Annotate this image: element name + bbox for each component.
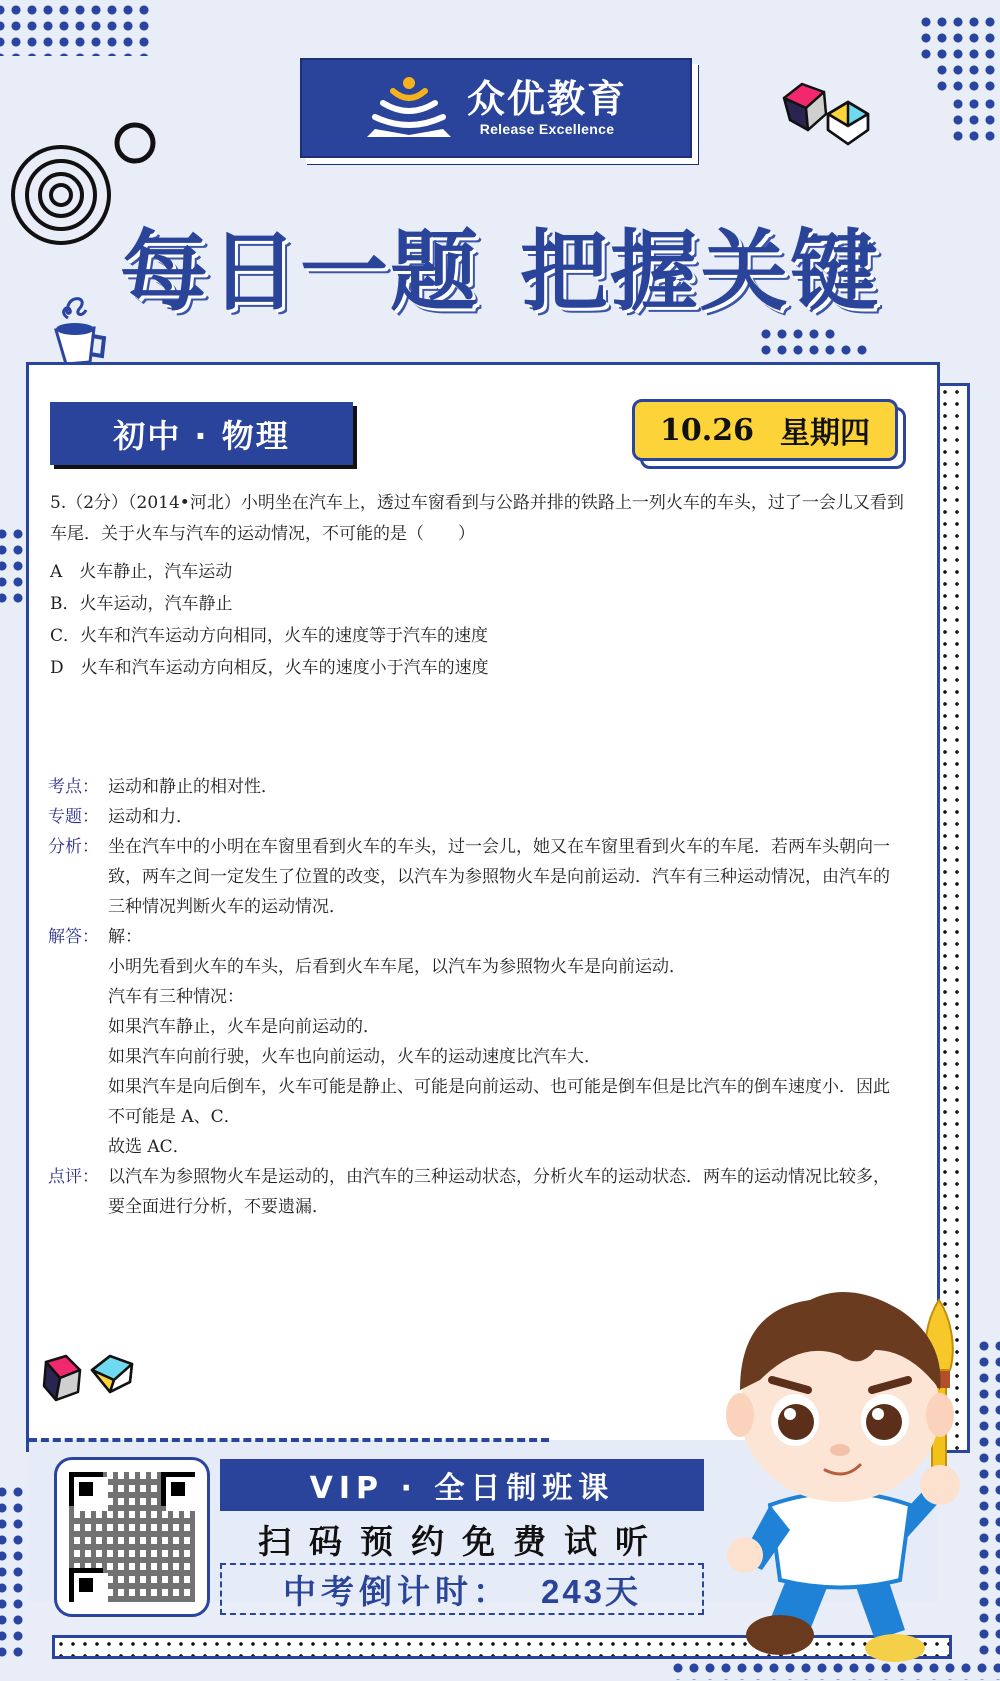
question-text-line: 5.（2分）（2014•河北）小明坐在汽车上，透过车窗看到与公路并排的铁路上一列火车的车头，过了一会儿又看到 xyxy=(50,493,904,513)
brand-name-en: Release Excellence xyxy=(479,120,615,137)
exam-countdown xyxy=(220,1563,704,1615)
concentric-circles-icon xyxy=(6,140,116,250)
headline-part1: 每日一题 xyxy=(120,220,481,323)
jieda-text: 小明先看到火车的车头，后看到火车车尾，以汽车为参照物火车是向前运动． xyxy=(108,957,686,977)
question-block xyxy=(50,488,910,684)
fenxi-text: 三种情况判断火车的运动情况． xyxy=(108,897,346,917)
brand-name-cn: 众优教育 xyxy=(466,77,627,122)
kaodian-label: 考点： xyxy=(48,777,99,797)
kaodian-row xyxy=(48,772,908,802)
qr-code-icon xyxy=(69,1472,195,1602)
date-tag xyxy=(632,399,898,461)
dot-grid-top-right xyxy=(918,14,998,62)
brand-logo-banner xyxy=(300,58,692,158)
dianping-row xyxy=(48,1162,908,1222)
jieda-text: 如果汽车向前行驶，火车也向前运动，火车的运动速度比汽车大． xyxy=(108,1047,601,1067)
jieda-text: 解： xyxy=(108,927,142,947)
option-c: C．火车和汽车运动方向相同，火车的速度等于汽车的速度 xyxy=(50,626,489,646)
qr-code[interactable] xyxy=(54,1457,210,1617)
dot-grid-left-bottom xyxy=(0,1484,26,1660)
countdown-label: 中考倒计时： xyxy=(282,1571,511,1611)
dot-grid-top-right-2 xyxy=(934,62,998,96)
fenxi-label: 分析： xyxy=(48,837,99,857)
page-headline xyxy=(120,210,881,323)
dashed-divider xyxy=(29,1438,549,1442)
isometric-cubes-icon xyxy=(780,80,880,155)
scan-cta: 扫码预约免费试听 xyxy=(258,1521,666,1561)
option-d: D 火车和汽车运动方向相反，火车的速度小于汽车的速度 xyxy=(50,658,489,678)
jieda-row xyxy=(48,922,908,1162)
dianping-label: 点评： xyxy=(48,1167,99,1187)
isometric-cubes-icon-bottom xyxy=(40,1350,140,1410)
jieda-text: 故选 AC． xyxy=(108,1137,190,1157)
dot-grid-headline-right-2 xyxy=(758,342,870,358)
fenxi-text: 致，两车之间一定发生了位置的改变，以汽车为参照物火车是向前运动．汽车有三种运动情况，由汽车的 xyxy=(108,867,890,887)
kaodian-text: 运动和静止的相对性． xyxy=(108,777,278,797)
option-a: A 火车静止，汽车运动 xyxy=(50,562,233,582)
jieda-text: 不可能是 A、C． xyxy=(108,1107,241,1127)
fenxi-row xyxy=(48,832,908,922)
jieda-label: 解答： xyxy=(48,927,99,947)
zhuanti-row xyxy=(48,802,908,832)
jieda-text: 如果汽车静止，火车是向前运动的． xyxy=(108,1017,380,1037)
question-text-line: 车尾．关于火车与汽车的运动情况，不可能的是（ ） xyxy=(50,524,475,544)
subject-tag: 初中 · 物理 xyxy=(50,402,353,465)
book-rays-logo-icon xyxy=(365,75,453,141)
option-b: B．火车运动，汽车静止 xyxy=(50,594,233,614)
vip-course-title: VIP · 全日制班课 xyxy=(220,1459,704,1511)
ring-icon xyxy=(112,120,158,166)
headline-part2: 把握关键 xyxy=(520,220,881,323)
countdown-value: 243天 xyxy=(540,1572,642,1610)
zhuanti-label: 专题： xyxy=(48,807,99,827)
weekday-value: 星期四 xyxy=(779,416,870,451)
coffee-cup-icon xyxy=(48,284,112,364)
zhuanti-text: 运动和力． xyxy=(108,807,193,827)
dot-grid-top-left xyxy=(0,2,150,56)
dot-grid-headline-right xyxy=(758,326,838,342)
dianping-text: 以汽车为参照物火车是运动的，由汽车的三种运动状态，分析火车的运动状态．两车的运动情况比较多， xyxy=(108,1167,890,1187)
jieda-text: 如果汽车是向后倒车，火车可能是静止、可能是向前运动、也可能是倒车但是比汽车的倒车速度小．因此 xyxy=(108,1077,890,1097)
jieda-text: 汽车有三种情况： xyxy=(108,987,244,1007)
boy-mascot-with-brush xyxy=(700,1270,980,1670)
dot-grid-left-side xyxy=(0,526,26,606)
fenxi-text: 坐在汽车中的小明在车窗里看到火车的车头，过一会儿，她又在车窗里看到火车的车尾．若两车头朝向一 xyxy=(108,837,890,857)
date-value: 10.26 xyxy=(660,412,754,448)
dianping-text: 要全面进行分析，不要遗漏． xyxy=(108,1197,329,1217)
analysis-block xyxy=(48,772,908,1222)
dot-grid-top-right-3 xyxy=(950,96,998,144)
